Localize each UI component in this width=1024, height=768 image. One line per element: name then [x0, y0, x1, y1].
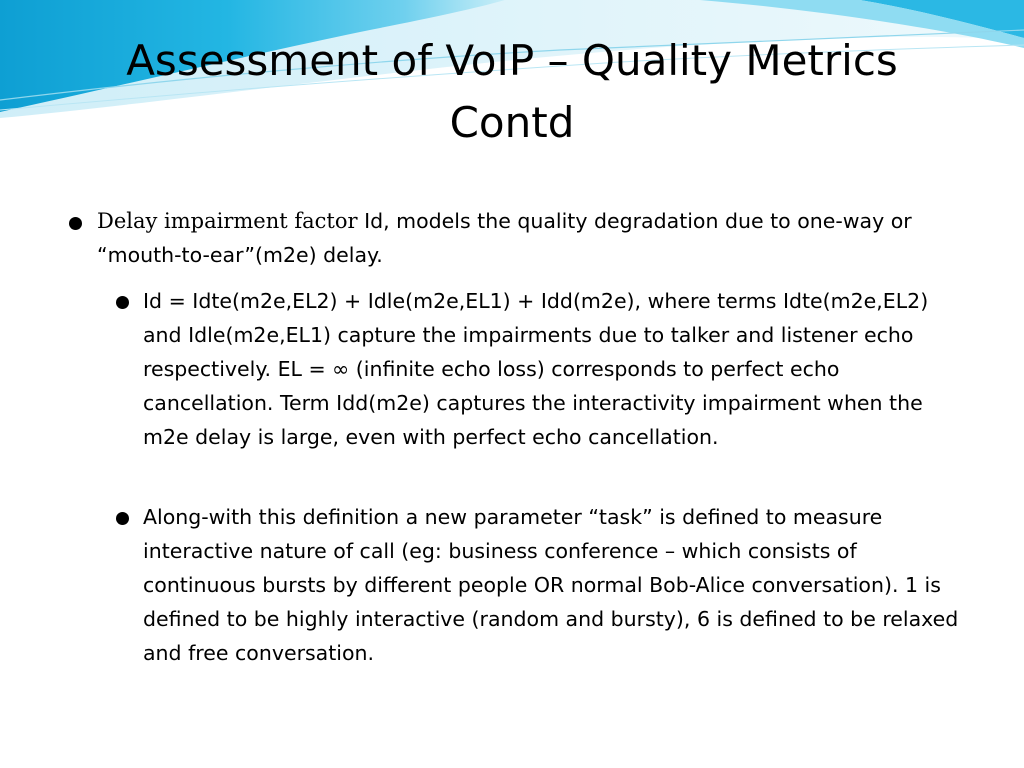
bullet-dot-sub2: [116, 512, 129, 525]
bullet-sub2: [143, 500, 963, 670]
bullet-sub1: [143, 284, 963, 454]
bullet-main: [97, 204, 957, 272]
bullet-main-term: Delay impairment factor: [97, 209, 358, 233]
bullet-dot-sub1: [116, 296, 129, 309]
slide-title-line-1: Assessment of VoIP – Quality Metrics: [126, 36, 898, 85]
slide-title-line-2: Contd: [449, 98, 575, 147]
bullet-sub1-text: Id = Idte(m2e,EL2) + Idle(m2e,EL1) + Idd(m2e), where terms Idte(m2e,EL2) and Idle(m2e,EL1) capture the impairments due to talker and listener echo respectively. EL = ∞ (infinite echo loss) corresponds to perfect echo cancellation. Term Idd(m2e) captures the interactivity impairment when the m2e delay is large, even with perfect echo cancellation.: [143, 289, 929, 449]
bullet-main-text: Id, models the quality degradation due to one-way or “mouth-to-ear”(m2e) delay.: [97, 209, 912, 267]
bullet-dot-main: [69, 217, 82, 230]
bullet-sub2-text: Along-with this definition a new parameter “task” is defined to measure interactive nature of call (eg: business conference – which consists of continuous bursts by different people OR normal Bob-Alice conversation). 1 is defined to be highly interactive (random and bursty), 6 is defined to be relaxed and free conversation.: [143, 505, 959, 665]
